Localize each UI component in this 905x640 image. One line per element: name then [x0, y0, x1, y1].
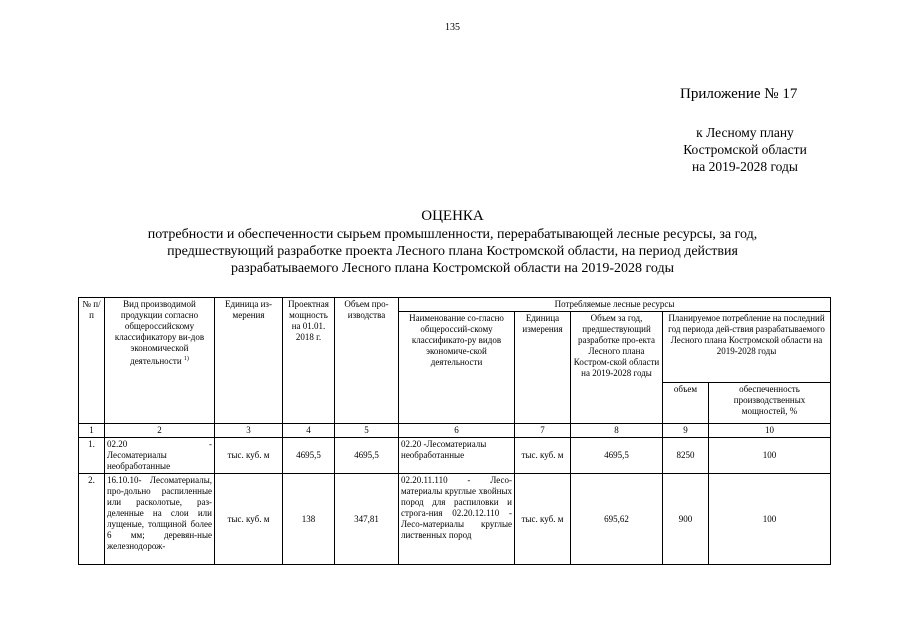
header-product-text: Вид производимой продукции согласно общероссийскому классификатору ви-дов экономической деятельности — [114, 299, 205, 366]
subtitle-line-1: потребности и обеспеченности сырьем промышленности, перерабатывающей лесные ресурсы, за год, — [147, 227, 758, 242]
page-number: 135 — [445, 22, 460, 33]
appendix-title: Приложение № 17 — [680, 86, 798, 102]
header-res-name: Наименование со-гласно общероссий-скому классификато-ру видов экономиче-ской деятельности — [399, 312, 515, 424]
row-volume: 347,81 — [335, 474, 399, 565]
col-number: 6 — [399, 424, 515, 438]
row-res-unit: тыс. куб. м — [515, 474, 571, 565]
document-subtitle — [100, 226, 805, 277]
header-capacity: Проектная мощность на 01.01. 2018 г. — [283, 298, 335, 424]
header-res-plan: Планируемое потребление на последний год периода дей-ствия разрабатываемого Лесного плана Костромской области на 2019-2028 годы — [663, 312, 831, 383]
header-unit: Единица из-мерения — [215, 298, 283, 424]
row-capacity: 4695,5 — [283, 438, 335, 474]
resources-table — [78, 297, 831, 565]
header-product-footnote: 1) — [183, 356, 189, 362]
subtitle-line-2: предшествующий разработке проекта Лесного плана Костромской области, на период действия — [167, 244, 738, 259]
row-res-unit: тыс. куб. м — [515, 438, 571, 474]
appendix-subtitle — [660, 124, 830, 175]
table-row — [79, 474, 831, 565]
row-product-code-line — [107, 439, 212, 450]
row-res-prev: 695,62 — [571, 474, 663, 565]
row-product-dash: - — [209, 439, 212, 449]
row-product: 16.10.10- Лесоматериалы, про-дольно распиленные или расколотые, раз-деленные на слои или лущеные, толщиной более 6 мм; деревян-ные железнодорож- — [105, 474, 215, 565]
row-unit: тыс. куб. м — [215, 474, 283, 565]
row-num: 1. — [79, 438, 105, 474]
col-number: 5 — [335, 424, 399, 438]
row-product-code: 02.20 — [107, 439, 128, 449]
col-number: 1 — [79, 424, 105, 438]
appendix-line-2: Костромской области — [683, 142, 807, 157]
header-volume: Объем про-изводства — [335, 298, 399, 424]
row-plan-volume: 900 — [663, 474, 709, 565]
row-res-name: 02.20.11.110 - Лесо-материалы круглые хвойных пород для распиловки и строга-ния 02.20.12.110 - Лесо-материалы круглые лиственных пород — [399, 474, 515, 565]
row-product — [105, 438, 215, 474]
col-number: 2 — [105, 424, 215, 438]
table-row — [79, 438, 831, 474]
row-volume: 4695,5 — [335, 438, 399, 474]
row-res-name: 02.20 -Лесоматериалы необработанные — [399, 438, 515, 474]
subtitle-line-3: разрабатываемого Лесного плана Костромской области на 2019-2028 годы — [230, 261, 675, 276]
column-numbers-row — [79, 424, 831, 438]
col-number: 8 — [571, 424, 663, 438]
col-number: 10 — [709, 424, 831, 438]
header-res-unit: Единица измерения — [515, 312, 571, 424]
col-number: 4 — [283, 424, 335, 438]
row-plan-volume: 8250 — [663, 438, 709, 474]
header-num: № п/п — [79, 298, 105, 424]
header-res-prev: Объем за год, предшествующий разработке про-екта Лесного плана Костром-ской области на 2019-2028 годы — [571, 312, 663, 424]
header-plan-supply: обеспеченность производственных мощностей, % — [709, 383, 831, 424]
row-product-name: Лесоматериалы необработанные — [107, 450, 171, 471]
row-capacity: 138 — [283, 474, 335, 565]
header-plan-volume: объем — [663, 383, 709, 424]
col-number: 7 — [515, 424, 571, 438]
row-res-prev: 4695,5 — [571, 438, 663, 474]
header-product — [105, 298, 215, 424]
appendix-line-1: к Лесному плану — [696, 125, 794, 140]
row-num: 2. — [79, 474, 105, 565]
header-resources: Потребляемые лесные ресурсы — [399, 298, 831, 312]
row-plan-supply: 100 — [709, 438, 831, 474]
row-unit: тыс. куб. м — [215, 438, 283, 474]
appendix-line-3: на 2019-2028 годы — [692, 159, 798, 174]
col-number: 9 — [663, 424, 709, 438]
col-number: 3 — [215, 424, 283, 438]
document-title: ОЦЕНКА — [421, 208, 484, 224]
row-plan-supply: 100 — [709, 474, 831, 565]
